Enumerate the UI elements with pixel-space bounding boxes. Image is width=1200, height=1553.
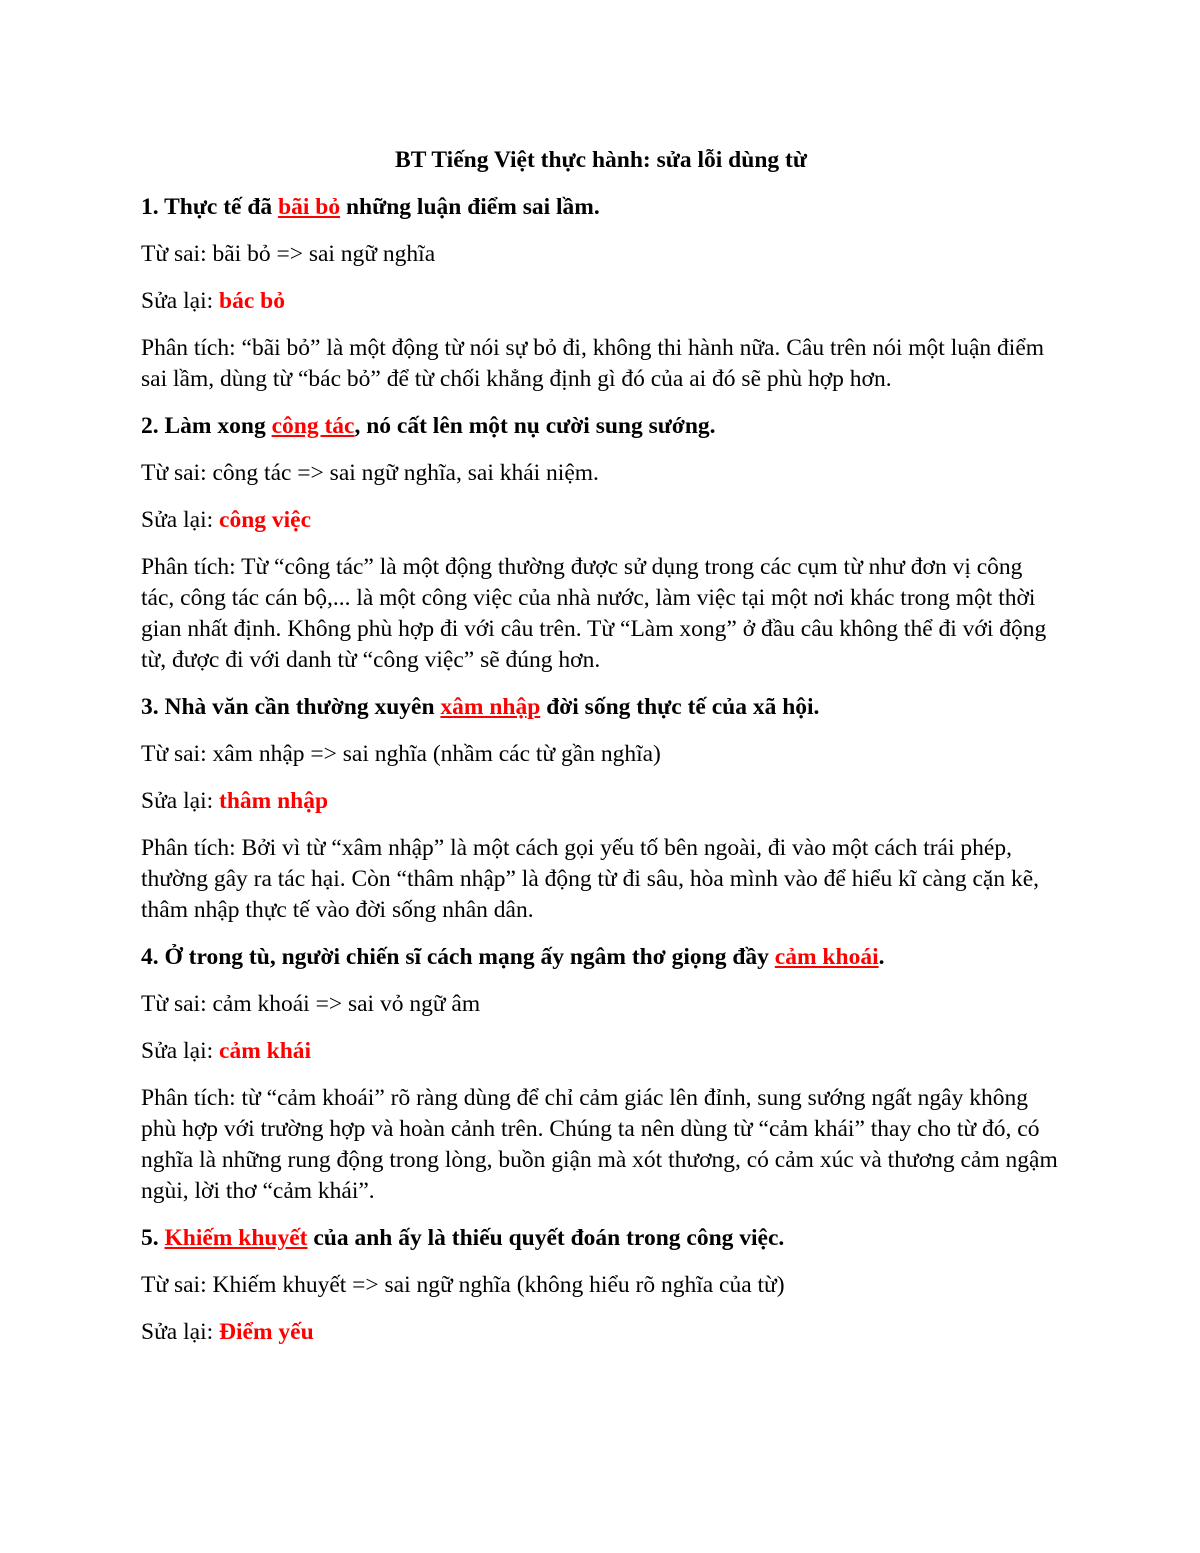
fix-label: Sửa lại:: [141, 507, 220, 533]
fix-label: Sửa lại:: [141, 788, 220, 814]
sentence-text: , nó cất lên một nụ cười sung sướng.: [354, 413, 716, 439]
exercise-1-analysis: [141, 333, 1061, 395]
fix-word: thâm nhập: [219, 788, 329, 814]
exercise-4-sentence: [141, 942, 1061, 973]
wrong-text: xâm nhập => sai nghĩa (nhầm các từ gần nghĩa): [212, 741, 661, 767]
exercise-4-fix: [141, 1036, 1061, 1067]
error-word: công tác: [271, 413, 355, 439]
fix-label: Sửa lại:: [141, 288, 220, 314]
analysis-text: Bởi vì từ “xâm nhập” là một cách gọi yếu tố bên ngoài, đi vào một cách trái phép, thường gây ra tác hại. Còn “thâm nhập” là động từ đi sâu, hòa mình vào để hiểu kĩ càng cặn kẽ, thâm nhập thực tế vào đời sống nhân dân.: [141, 835, 1040, 923]
exercise-1-wrong: [141, 239, 1061, 270]
exercise-number: 4.: [141, 944, 165, 970]
analysis-label: Phân tích:: [141, 1085, 242, 1111]
exercise-5-wrong: [141, 1270, 1061, 1301]
exercise-5-fix: [141, 1317, 1061, 1348]
fix-word: bác bỏ: [219, 288, 285, 314]
analysis-text: từ “cảm khoái” rõ ràng dùng để chỉ cảm giác lên đỉnh, sung sướng ngất ngây không phù hợp với trường hợp và hoàn cảnh trên. Chúng ta nên dùng từ “cảm khái” thay cho từ đó, có nghĩa là những rung động trong lòng, buồn giận mà xót thương, có cảm xúc và thương cảm ngậm ngùi, lời thơ “cảm khái”.: [141, 1085, 1058, 1204]
sentence-text: những luận điểm sai lầm.: [340, 194, 600, 220]
error-word: cảm khoái: [774, 944, 879, 970]
wrong-text: bãi bỏ => sai ngữ nghĩa: [212, 241, 436, 267]
sentence-text: Nhà văn cần thường xuyên: [164, 694, 441, 720]
sentence-text: .: [878, 944, 885, 970]
document-page: [141, 130, 1061, 1348]
exercise-3-sentence: [141, 692, 1061, 723]
error-word: Khiếm khuyết: [164, 1225, 308, 1251]
analysis-text: “bãi bỏ” là một động từ nói sự bỏ đi, không thi hành nữa. Câu trên nói một luận điểm sai lầm, dùng từ “bác bỏ” để từ chối khẳng định gì đó của ai đó sẽ phù hợp hơn.: [141, 335, 1045, 392]
exercise-2-fix: [141, 505, 1061, 536]
error-word: bãi bỏ: [278, 194, 341, 220]
error-word: xâm nhập: [440, 694, 541, 720]
exercise-1-fix: [141, 286, 1061, 317]
exercise-3-wrong: [141, 739, 1061, 770]
wrong-text: cảm khoái => sai vỏ ngữ âm: [212, 991, 481, 1017]
exercise-number: 1.: [141, 194, 165, 220]
exercise-2-wrong: [141, 458, 1061, 489]
analysis-label: Phân tích:: [141, 554, 242, 580]
sentence-text: của anh ấy là thiếu quyết đoán trong công việc.: [307, 1225, 785, 1251]
sentence-text: Thực tế đã: [164, 194, 279, 220]
exercise-4-wrong: [141, 989, 1061, 1020]
wrong-label: Từ sai:: [141, 741, 213, 767]
exercise-5-sentence: [141, 1223, 1061, 1254]
fix-word: Điểm yếu: [219, 1319, 314, 1345]
exercise-3-fix: [141, 786, 1061, 817]
exercise-2-analysis: [141, 552, 1061, 676]
wrong-text: Khiếm khuyết => sai ngữ nghĩa (không hiểu rõ nghĩa của từ): [212, 1272, 785, 1298]
exercise-number: 3.: [141, 694, 165, 720]
fix-label: Sửa lại:: [141, 1038, 220, 1064]
sentence-text: đời sống thực tế của xã hội.: [540, 694, 820, 720]
fix-word: công việc: [219, 507, 312, 533]
exercise-4-analysis: [141, 1083, 1061, 1207]
analysis-text: Từ “công tác” là một động thường được sử dụng trong các cụm từ như đơn vị công tác, công tác cán bộ,... là một công việc của nhà nước, làm việc tại một nơi khác trong một thời gian nhất định. Không phù hợp đi với câu trên. Từ “Làm xong” ở đầu câu không thể đi với động từ, được đi với danh từ “công việc” sẽ đúng hơn.: [141, 554, 1047, 673]
exercise-number: 5.: [141, 1225, 165, 1251]
analysis-label: Phân tích:: [141, 835, 242, 861]
fix-label: Sửa lại:: [141, 1319, 220, 1345]
wrong-label: Từ sai:: [141, 460, 213, 486]
exercise-1-sentence: [141, 192, 1061, 223]
exercise-number: 2.: [141, 413, 165, 439]
sentence-text: Ở trong tù, người chiến sĩ cách mạng ấy ngâm thơ giọng đầy: [164, 944, 775, 970]
exercise-2-sentence: [141, 411, 1061, 442]
document-title: BT Tiếng Việt thực hành: sửa lỗi dùng từ: [395, 147, 807, 173]
wrong-label: Từ sai:: [141, 991, 213, 1017]
wrong-label: Từ sai:: [141, 1272, 213, 1298]
wrong-label: Từ sai:: [141, 241, 213, 267]
exercise-3-analysis: [141, 833, 1061, 926]
fix-word: cảm khái: [219, 1038, 312, 1064]
sentence-text: Làm xong: [164, 413, 272, 439]
wrong-text: công tác => sai ngữ nghĩa, sai khái niệm.: [212, 460, 599, 486]
analysis-label: Phân tích:: [141, 335, 242, 361]
